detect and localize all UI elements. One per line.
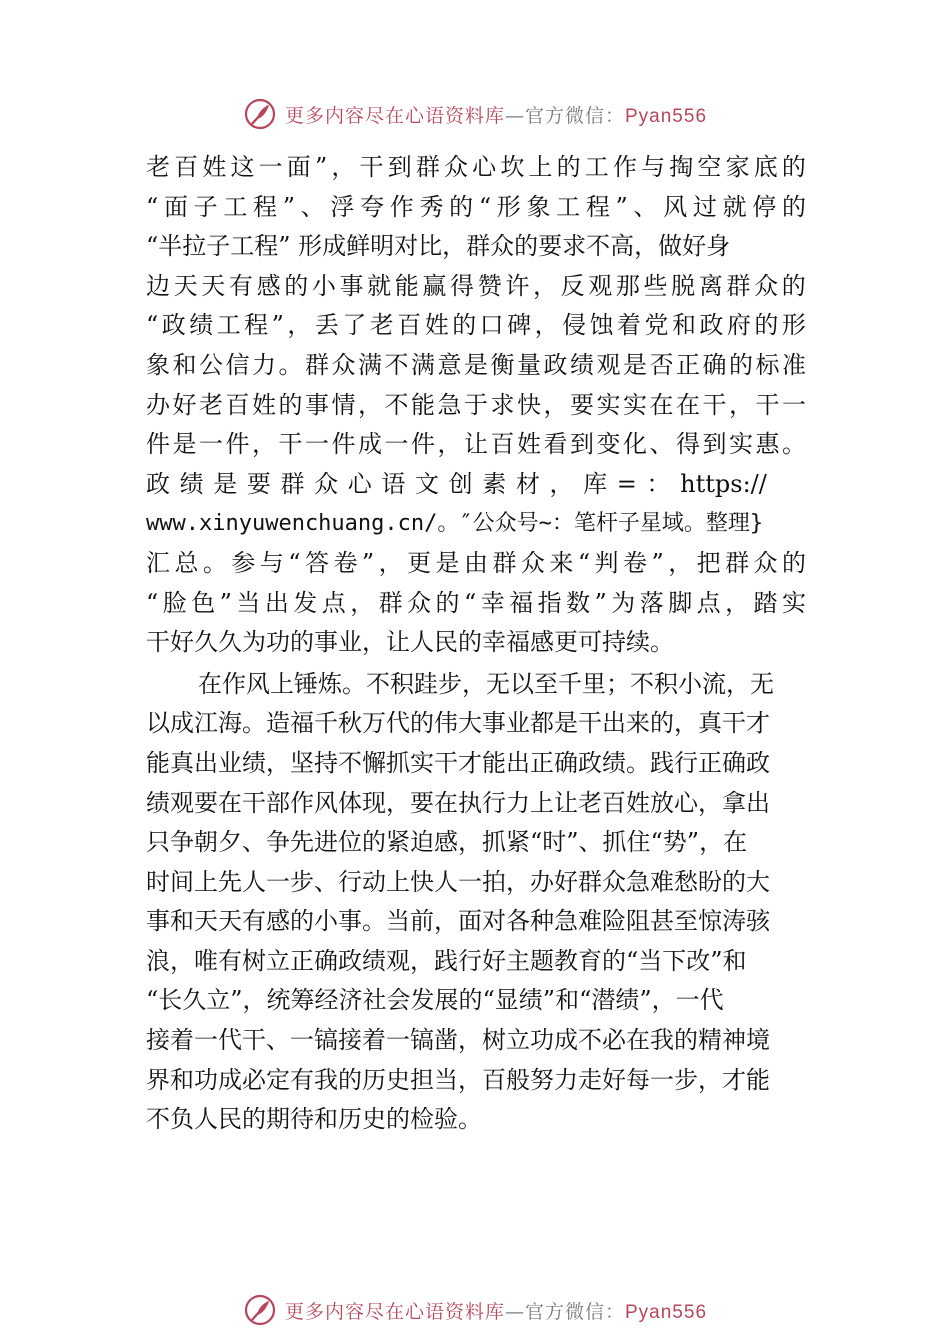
- paragraph-2: [146, 665, 806, 1140]
- text-line: 只争朝夕、争先进位的紧迫感，抓紧“时”、抓住“势”，在: [146, 828, 748, 857]
- text-line: 在作风上锤炼。不积跬步，无以至千里；不积小流，无: [198, 669, 774, 698]
- paragraph-1: [146, 148, 806, 663]
- banner-wechat-label: —官方微信：: [504, 1300, 625, 1323]
- text-line: 能真出业绩，坚持不懈抓实干才能出正确政绩。践行正确政: [146, 748, 770, 777]
- banner-wechat-id: Pyan556: [625, 1301, 708, 1323]
- document-body: [146, 148, 806, 1140]
- text-line: “半拉子工程” 形成鲜明对比，群众的要求不高，做好身: [146, 232, 731, 261]
- text-line: 件 是 一 件 ， 干 一 件 成 一 件 ， 让 百 姓 看 到 变 化 、 得 到 实 惠 。: [146, 430, 806, 459]
- banner-wechat-id: Pyan556: [625, 105, 708, 127]
- text-line: “长久立”，统筹经济社会发展的“显绩”和“潜绩”，一代: [146, 986, 724, 1015]
- text-line: 接着一代干、一镐接着一镐凿，树立功成不必在我的精神境: [146, 1026, 770, 1055]
- text-line: “ 脸 色 ” 当 出 发 点 ， 群 众 的 “ 幸 福 指 数 ” 为 落 脚 点 ， 踏 实: [146, 588, 806, 617]
- text-line: 象 和 公 信 力 。 群 众 满 不 满 意 是 衡 量 政 绩 观 是 否 正 确 的 标 准: [146, 350, 806, 379]
- text-line: 绩观要在干部作风体现，要在执行力上让老百姓放心，拿出: [146, 788, 770, 817]
- banner-text: [285, 1297, 707, 1324]
- text-line: 老 百 姓 这 一 面 ” ， 干 到 群 众 心 坎 上 的 工 作 与 掏 空 家 底 的: [146, 153, 806, 181]
- text-line: 干好久久为功的事业，让人民的幸福感更可持续。: [146, 628, 674, 657]
- text-line: 汇 总 。 参 与 “ 答 卷 ” ， 更 是 由 群 众 来 “ 判 卷 ” ， 把 群 众 的: [146, 548, 806, 577]
- text-line: 政 绩 是 要 群 众 心 语 文 创 素 材 ， 库 = ： https://: [146, 469, 767, 498]
- banner-site: 更多内容尽在心语资料库: [284, 104, 505, 127]
- text-line: 事和天天有感的小事。当前，面对各种急难险阻甚至惊涛骇: [146, 907, 770, 936]
- footer-banner: [0, 1290, 950, 1330]
- text-line: 办 好 老 百 姓 的 事 情 ， 不 能 急 于 求 快 ， 要 实 实 在 在 干 ， 干 一: [146, 390, 806, 419]
- text-line: 不负人民的期待和历史的检验。: [146, 1105, 482, 1134]
- text-line: “ 面 子 工 程 ” 、 浮 夸 作 秀 的 “ 形 象 工 程 ” 、 风 过 就 停 的: [146, 192, 806, 221]
- text-line: 界和功成必定有我的历史担当，百般努力走好每一步，才能: [146, 1065, 770, 1094]
- banner-wechat-label: —官方微信：: [504, 104, 625, 127]
- text-line: 浪，唯有树立正确政绩观，践行好主题教育的“当下改”和: [146, 946, 747, 975]
- quill-logo-icon: [243, 97, 277, 131]
- text-line: “ 政 绩 工 程 ” ， 丢 了 老 百 姓 的 口 碑 ， 侵 蚀 着 党 和 政 府 的 形: [146, 311, 806, 340]
- banner-site: 更多内容尽在心语资料库: [284, 1300, 505, 1323]
- text-line: www.xinyuwenchuang.cn/。″公众号~：笔杆子星域。整理}: [146, 511, 764, 537]
- text-line: 边 天 天 有 感 的 小 事 就 能 赢 得 赞 许 ， 反 观 那 些 脱 离 群 众 的: [146, 271, 806, 300]
- text-line: 以成江海。造福千秋万代的伟大事业都是干出来的，真干才: [146, 709, 770, 738]
- header-banner: [0, 94, 950, 134]
- text-line: 时间上先人一步、行动上快人一拍，办好群众急难愁盼的大: [146, 867, 770, 896]
- quill-logo-icon: [243, 1293, 277, 1327]
- banner-text: [285, 101, 707, 128]
